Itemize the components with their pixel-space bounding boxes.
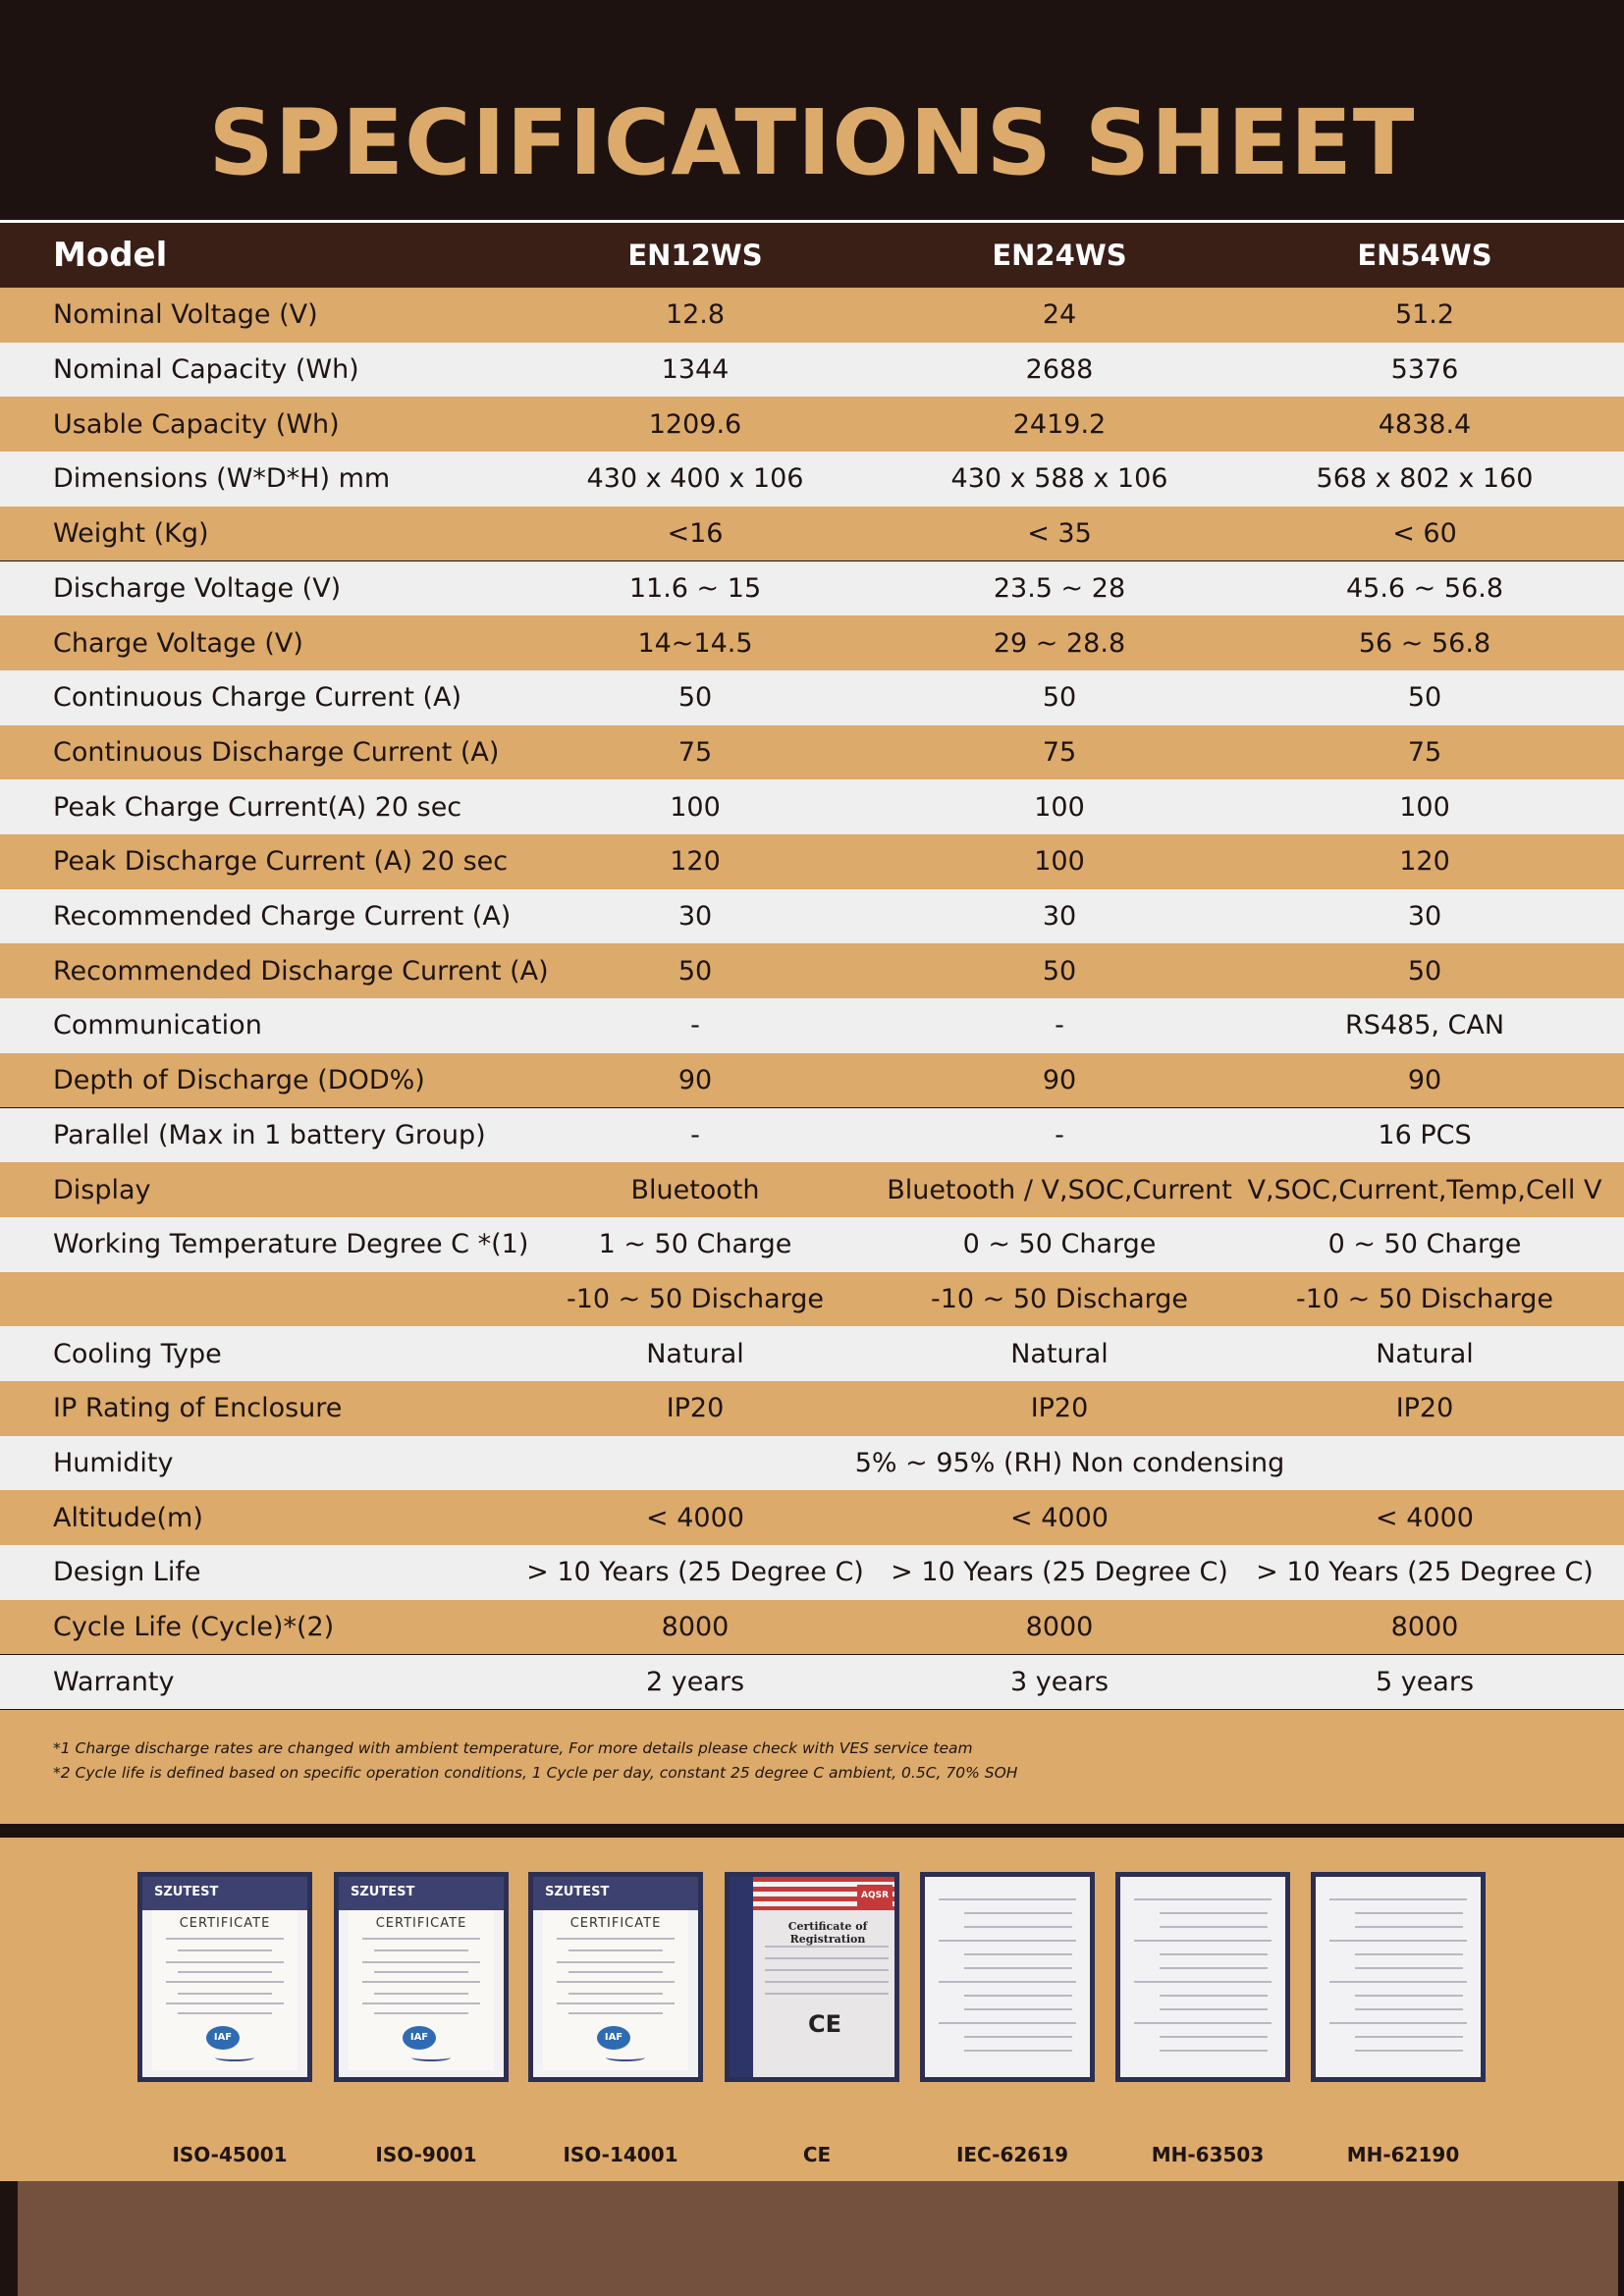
row-value-model-2: 50	[1042, 682, 1077, 714]
ce-side-band	[730, 1877, 753, 2077]
certificate-text-line	[964, 1926, 1072, 1928]
row-value-model-2: > 10 Years (25 Degree C)	[891, 1557, 1228, 1588]
certificate-text-line	[1329, 1981, 1467, 1983]
certificate-text-line	[964, 1912, 1072, 1914]
table-row	[0, 288, 1624, 343]
certificate-text-line	[1355, 1926, 1463, 1928]
certificate-heading: CERTIFICATE	[569, 1916, 662, 1931]
row-value-model-2: 2419.2	[1012, 408, 1107, 440]
row-label: Charge Voltage (V)	[53, 627, 303, 659]
row-value-model-2: IP20	[1030, 1393, 1089, 1424]
header-model-label: Model	[53, 236, 168, 275]
certificate-text-line	[1355, 2008, 1463, 2010]
table-row	[0, 725, 1624, 780]
table-row	[0, 943, 1624, 998]
row-label: Cooling Type	[53, 1338, 222, 1369]
certificate-text-line	[374, 1993, 468, 1995]
row-label: Usable Capacity (Wh)	[53, 408, 340, 440]
row-value-model-1: 75	[677, 736, 713, 768]
row-value-model-2: 2688	[1025, 354, 1094, 386]
row-value-model-3: 568 x 802 x 160	[1316, 463, 1534, 495]
table-row	[0, 1545, 1624, 1600]
row-label: Discharge Voltage (V)	[53, 572, 342, 604]
certificate-text-line	[964, 2036, 1072, 2038]
certificate-text-line	[568, 1971, 663, 1973]
certificate-text-line	[964, 1995, 1072, 1997]
signature	[411, 2054, 451, 2061]
row-value-span: 5% ~ 95% (RH) Non condensing	[854, 1448, 1285, 1479]
row-value-model-3: 120	[1399, 846, 1450, 878]
certificate-text-line	[964, 2050, 1072, 2052]
certificate-text-line	[1160, 2008, 1268, 2010]
row-value-model-1: 2 years	[645, 1666, 745, 1697]
table-row	[0, 1108, 1624, 1163]
row-value-model-3: RS485, CAN	[1344, 1010, 1505, 1041]
row-value-model-1: 12.8	[665, 299, 726, 331]
row-value-model-3: < 60	[1392, 518, 1457, 550]
row-value-model-2: Natural	[1010, 1338, 1109, 1369]
row-value-model-3: 4838.4	[1378, 408, 1472, 440]
row-value-model-3: 56 ~ 56.8	[1358, 627, 1491, 659]
header-model-1: EN12WS	[627, 239, 763, 272]
table-row	[0, 779, 1624, 834]
ce-certificate-heading: Certificate of Registration	[787, 1920, 868, 1946]
table-row	[0, 1053, 1624, 1108]
certificate-text-line	[557, 1981, 675, 1983]
certificate-image	[137, 1872, 312, 2082]
row-value-model-1: -	[690, 1119, 700, 1150]
row-label: Continuous Charge Current (A)	[53, 682, 462, 714]
row-label: Warranty	[53, 1666, 175, 1697]
certificate-text-line	[964, 2008, 1072, 2010]
row-value-model-2: 3 years	[1009, 1666, 1110, 1697]
certificate-text-line	[166, 1961, 284, 1963]
certificate-text-line	[374, 1949, 468, 1951]
certificate-text-line	[1160, 1967, 1268, 1969]
table-row	[0, 1326, 1624, 1381]
certificate-text-line	[939, 1940, 1076, 1942]
row-value-model-2: < 4000	[1010, 1502, 1109, 1533]
row-value-model-1: 14~14.5	[637, 627, 753, 659]
row-value-model-3: V,SOC,Current,Temp,Cell V	[1247, 1174, 1602, 1205]
row-label: Communication	[53, 1010, 262, 1041]
certificate-text-line	[1355, 1967, 1463, 1969]
footnote-2: *2 Cycle life is defined based on specific operation conditions, 1 Cycle per day, constant 25 degree C ambient, 0.5C, 70% SOH	[53, 1764, 1018, 1782]
certificate-text-line	[964, 1953, 1072, 1955]
certificate-text-line	[1355, 2050, 1463, 2052]
row-value-model-3: 100	[1399, 791, 1450, 823]
signature	[215, 2054, 254, 2061]
row-value-model-3: 51.2	[1394, 299, 1455, 331]
row-value-model-2: 100	[1034, 791, 1085, 823]
certificate-text-line	[362, 2002, 480, 2004]
certificate-text-line	[765, 1957, 889, 1959]
row-value-model-1: 430 x 400 x 106	[586, 463, 804, 495]
certificate-text-line	[939, 1981, 1076, 1983]
row-value-model-3: 50	[1407, 682, 1442, 714]
table-row	[0, 1655, 1624, 1710]
certificate-text-line	[166, 1938, 284, 1940]
certificate-text-line	[362, 1961, 480, 1963]
row-label: Nominal Voltage (V)	[53, 299, 318, 331]
certificate-text-line	[1355, 1995, 1463, 1997]
row-value-model-2: 0 ~ 50 Charge	[962, 1229, 1157, 1260]
certificate-text-line	[1160, 1995, 1268, 1997]
row-label: Recommended Charge Current (A)	[53, 901, 512, 933]
certificate-text-line	[1329, 2022, 1467, 2024]
certificate-page	[543, 1910, 688, 2070]
table-row	[0, 397, 1624, 452]
row-label: Weight (Kg)	[53, 518, 209, 550]
row-value-model-2: 24	[1042, 299, 1077, 331]
row-value-model-3: 16 PCS	[1378, 1119, 1472, 1150]
row-label: Nominal Capacity (Wh)	[53, 354, 359, 386]
row-label: Dimensions (W*D*H) mm	[53, 463, 391, 495]
table-row	[0, 998, 1624, 1053]
row-value-model-2: 50	[1042, 955, 1077, 987]
certificate-text-line	[166, 1981, 284, 1983]
table-row	[0, 343, 1624, 398]
row-value-model-1: 1344	[661, 354, 730, 386]
footnote-1: *1 Charge discharge rates are changed with ambient temperature, For more details please check with VES service team	[53, 1739, 973, 1757]
row-label: Peak Discharge Current (A) 20 sec	[53, 846, 509, 878]
certificate-label: MH-62190	[1346, 2143, 1460, 2166]
certificate-label: ISO-14001	[563, 2143, 678, 2166]
row-label: Design Life	[53, 1557, 201, 1588]
row-label: Altitude(m)	[53, 1502, 203, 1533]
certificate-page	[349, 1910, 494, 2070]
title-band	[0, 0, 1624, 220]
row-value-model-2: < 35	[1027, 518, 1092, 550]
row-value-model-2: Bluetooth / V,SOC,Current	[887, 1174, 1232, 1205]
certificate-text-line	[1355, 1912, 1463, 1914]
row-value-model-1: 50	[677, 682, 713, 714]
row-value-model-3: < 4000	[1376, 1502, 1474, 1533]
table-row	[0, 561, 1624, 616]
row-value-model-1: 1 ~ 50 Charge	[598, 1229, 792, 1260]
certificate-text-line	[1160, 1912, 1268, 1914]
row-value-model-1: -10 ~ 50 Discharge	[566, 1283, 825, 1314]
certificate-text-line	[557, 1938, 675, 1940]
certificate-heading: CERTIFICATE	[179, 1916, 271, 1931]
certificate-text-line	[557, 1961, 675, 1963]
row-value-model-1: 1209.6	[648, 408, 742, 440]
certificate-text-line	[1355, 2036, 1463, 2038]
table-row	[0, 452, 1624, 507]
row-value-model-1: 120	[670, 846, 721, 878]
row-value-model-1: 50	[677, 955, 713, 987]
row-value-model-2: 75	[1042, 736, 1077, 768]
row-label: Working Temperature Degree C *(1)	[53, 1229, 529, 1260]
footnotes	[0, 1710, 1624, 1824]
certificate-image	[528, 1872, 703, 2082]
row-value-model-3: > 10 Years (25 Degree C)	[1256, 1557, 1594, 1588]
row-value-model-3: 50	[1407, 955, 1442, 987]
table-row	[0, 1272, 1624, 1327]
certificate-label: ISO-9001	[375, 2143, 477, 2166]
table-row	[0, 1436, 1624, 1491]
table-row	[0, 1381, 1624, 1436]
row-value-model-1: > 10 Years (25 Degree C)	[526, 1557, 864, 1588]
certificate-image	[334, 1872, 509, 2082]
certificate-text-line	[166, 2002, 284, 2004]
row-label: Recommended Discharge Current (A)	[53, 955, 549, 987]
certificate-text-line	[1329, 1898, 1467, 1900]
row-value-model-1: IP20	[666, 1393, 725, 1424]
row-value-model-1: 90	[677, 1065, 713, 1096]
row-value-model-3: Natural	[1376, 1338, 1474, 1369]
certificate-text-line	[178, 1949, 272, 1951]
row-label: Display	[53, 1174, 151, 1205]
row-label	[53, 1272, 544, 1327]
row-value-model-3: 5376	[1390, 354, 1459, 386]
row-value-model-3: 5 years	[1375, 1666, 1475, 1697]
row-value-model-2: 8000	[1025, 1612, 1094, 1643]
row-value-model-3: IP20	[1395, 1393, 1454, 1424]
table-row	[0, 615, 1624, 670]
certificate-image	[1311, 1872, 1486, 2082]
row-value-model-1: < 4000	[646, 1502, 744, 1533]
row-label: Peak Charge Current(A) 20 sec	[53, 791, 462, 823]
certificate-text-line	[568, 1949, 663, 1951]
certificate-text-line	[765, 1969, 889, 1971]
footer-block	[18, 2181, 1618, 2296]
table-row	[0, 507, 1624, 561]
row-label: Continuous Discharge Current (A)	[53, 736, 500, 768]
certificate-text-line	[1134, 1940, 1272, 1942]
iaf-logo: IAF	[403, 2026, 436, 2050]
certificate-text-line	[1329, 1940, 1467, 1942]
certificate-page	[152, 1910, 298, 2070]
certificate-text-line	[765, 1981, 889, 1983]
header-model-2: EN24WS	[992, 239, 1127, 272]
table-row	[0, 1162, 1624, 1217]
row-value-model-2: -10 ~ 50 Discharge	[930, 1283, 1189, 1314]
row-value-model-2: 29 ~ 28.8	[993, 627, 1126, 659]
row-value-model-3: 30	[1407, 901, 1442, 933]
certificate-brand: SZUTEST	[339, 1877, 504, 1910]
row-value-model-2: 430 x 588 x 106	[950, 463, 1168, 495]
row-label: Humidity	[53, 1448, 174, 1479]
certificate-text-line	[964, 1967, 1072, 1969]
iaf-logo: IAF	[206, 2026, 240, 2050]
table-row	[0, 834, 1624, 889]
row-value-model-2: -	[1055, 1010, 1064, 1041]
certificate-text-line	[374, 2012, 468, 2014]
row-value-model-1: 100	[670, 791, 721, 823]
certificate-image	[1115, 1872, 1290, 2082]
row-value-model-3: 0 ~ 50 Charge	[1327, 1229, 1522, 1260]
certificate-image	[725, 1872, 899, 2082]
certificate-text-line	[178, 2012, 272, 2014]
row-value-model-2: 23.5 ~ 28	[993, 572, 1126, 604]
signature	[606, 2054, 645, 2061]
certificate-label: MH-63503	[1151, 2143, 1265, 2166]
certificate-text-line	[178, 1993, 272, 1995]
certificate-text-line	[1134, 1898, 1272, 1900]
certificate-text-line	[939, 2022, 1076, 2024]
divider-stripe	[0, 1824, 1624, 1838]
row-value-model-1: 11.6 ~ 15	[628, 572, 762, 604]
page-title: SPECIFICATIONS SHEET	[208, 90, 1416, 195]
aqsr-badge: AQSR	[857, 1885, 893, 1906]
row-value-model-3: 90	[1407, 1065, 1442, 1096]
certificate-text-line	[1160, 1926, 1268, 1928]
table-row	[0, 1217, 1624, 1272]
row-label: IP Rating of Enclosure	[53, 1393, 343, 1424]
row-value-model-1: Bluetooth	[630, 1174, 760, 1205]
iaf-logo: IAF	[597, 2026, 630, 2050]
table-row	[0, 1600, 1624, 1655]
row-value-model-1: 8000	[661, 1612, 730, 1643]
certificate-text-line	[765, 1993, 889, 1995]
table-row	[0, 889, 1624, 944]
row-value-model-3: -10 ~ 50 Discharge	[1295, 1283, 1554, 1314]
certificate-text-line	[1160, 2036, 1268, 2038]
row-label: Depth of Discharge (DOD%)	[53, 1065, 425, 1096]
table-header	[0, 223, 1624, 288]
row-value-model-2: 90	[1042, 1065, 1077, 1096]
row-value-model-2: -	[1055, 1119, 1064, 1150]
certificate-text-line	[568, 1993, 663, 1995]
certificate-text-line	[1134, 1981, 1272, 1983]
certificate-brand: SZUTEST	[142, 1877, 307, 1910]
certificates-band	[0, 1838, 1624, 2181]
ce-mark: CE	[808, 2010, 842, 2038]
row-value-model-2: 30	[1042, 901, 1077, 933]
certificate-text-line	[374, 1971, 468, 1973]
row-value-model-3: 45.6 ~ 56.8	[1345, 572, 1504, 604]
certificate-text-line	[362, 1981, 480, 1983]
table-row	[0, 1490, 1624, 1545]
certificate-text-line	[178, 1971, 272, 1973]
header-model-3: EN54WS	[1357, 239, 1492, 272]
certificate-text-line	[568, 2012, 663, 2014]
certificate-label: CE	[802, 2143, 832, 2166]
certificate-text-line	[362, 1938, 480, 1940]
row-label: Cycle Life (Cycle)*(2)	[53, 1612, 335, 1643]
certificate-heading: CERTIFICATE	[375, 1916, 467, 1931]
certificate-text-line	[1160, 2050, 1268, 2052]
certificate-text-line	[1134, 2022, 1272, 2024]
row-value-model-2: 100	[1034, 846, 1085, 878]
row-value-model-3: 75	[1407, 736, 1442, 768]
certificate-label: ISO-45001	[172, 2143, 288, 2166]
certificate-text-line	[1160, 1953, 1268, 1955]
certificate-text-line	[765, 1946, 889, 1948]
table-row	[0, 670, 1624, 725]
certificate-label: IEC-62619	[955, 2143, 1069, 2166]
certificate-text-line	[939, 1898, 1076, 1900]
certificate-text-line	[1355, 1953, 1463, 1955]
row-value-model-1: <16	[667, 518, 724, 550]
row-label: Parallel (Max in 1 battery Group)	[53, 1119, 486, 1150]
certificate-brand: SZUTEST	[533, 1877, 698, 1910]
row-value-model-1: Natural	[646, 1338, 744, 1369]
certificate-image	[920, 1872, 1095, 2082]
row-value-model-1: 30	[677, 901, 713, 933]
row-value-model-3: 8000	[1390, 1612, 1459, 1643]
certificate-text-line	[557, 2002, 675, 2004]
row-value-model-1: -	[690, 1010, 700, 1041]
